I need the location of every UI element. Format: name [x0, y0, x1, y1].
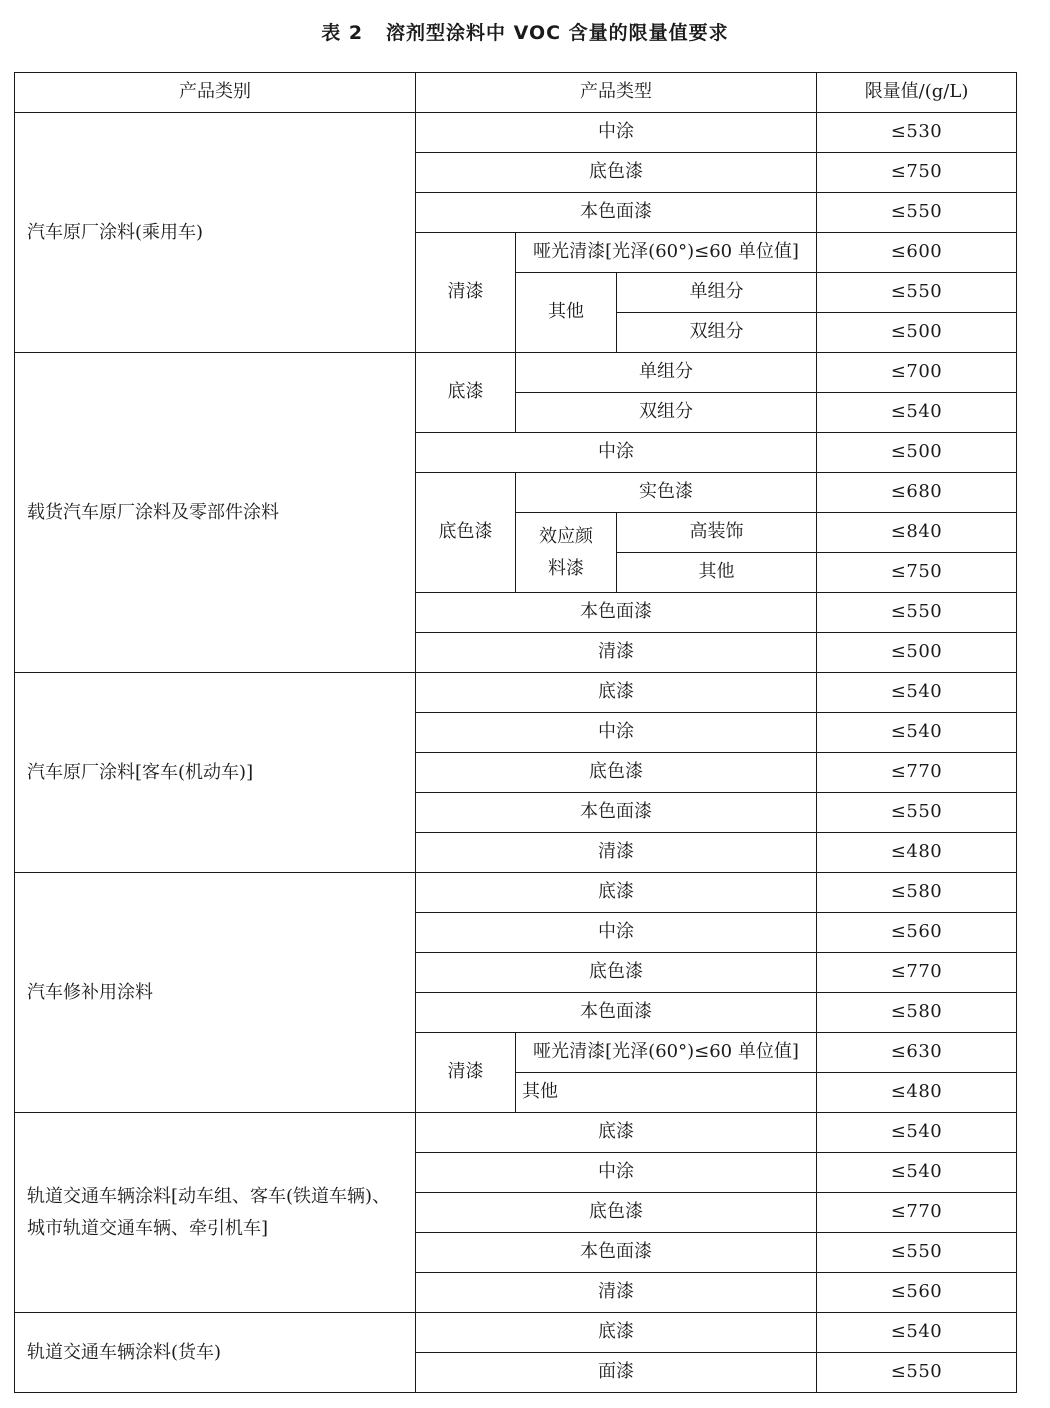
- limit-cell: ≤540: [817, 1313, 1017, 1353]
- type-cell: 其他: [617, 553, 817, 593]
- limit-cell: ≤550: [817, 1233, 1017, 1273]
- limit-cell: ≤580: [817, 873, 1017, 913]
- header-type: 产品类型: [416, 73, 817, 113]
- group-cell: 清漆: [416, 1033, 516, 1113]
- type-cell: 单组分: [617, 273, 817, 313]
- limit-cell: ≤540: [817, 1113, 1017, 1153]
- limit-cell: ≤550: [817, 793, 1017, 833]
- limit-cell: ≤770: [817, 753, 1017, 793]
- type-cell: 哑光清漆[光泽(60°)≤60 单位值]: [516, 233, 817, 273]
- limit-cell: ≤630: [817, 1033, 1017, 1073]
- type-cell: 中涂: [416, 433, 817, 473]
- table-row: [15, 1113, 1017, 1153]
- limit-cell: ≤750: [817, 153, 1017, 193]
- limit-cell: ≤540: [817, 393, 1017, 433]
- limit-cell: ≤550: [817, 593, 1017, 633]
- type-cell: 底色漆: [416, 1193, 817, 1233]
- type-cell: 单组分: [516, 353, 817, 393]
- type-cell: 清漆: [416, 1273, 817, 1313]
- category-cell: 载货汽车原厂涂料及零部件涂料: [15, 353, 416, 673]
- limit-cell: ≤500: [817, 633, 1017, 673]
- type-cell: 底漆: [416, 873, 817, 913]
- group-cell: 清漆: [416, 233, 516, 353]
- type-cell: 本色面漆: [416, 1233, 817, 1273]
- type-cell: 双组分: [617, 313, 817, 353]
- category-cell: 汽车原厂涂料(乘用车): [15, 113, 416, 353]
- type-cell: 底漆: [416, 673, 817, 713]
- group-cell: 底色漆: [416, 473, 516, 593]
- limit-cell: ≤560: [817, 913, 1017, 953]
- limit-cell: ≤770: [817, 1193, 1017, 1233]
- type-cell: 中涂: [416, 913, 817, 953]
- limit-cell: ≤540: [817, 673, 1017, 713]
- limit-cell: ≤480: [817, 833, 1017, 873]
- limit-cell: ≤600: [817, 233, 1017, 273]
- type-cell: 本色面漆: [416, 793, 817, 833]
- limit-cell: ≤540: [817, 1153, 1017, 1193]
- limit-cell: ≤560: [817, 1273, 1017, 1313]
- type-cell: 底漆: [416, 1313, 817, 1353]
- header-row: [15, 73, 1017, 113]
- category-cell: 汽车原厂涂料[客车(机动车)]: [15, 673, 416, 873]
- limit-cell: ≤540: [817, 713, 1017, 753]
- type-cell: 本色面漆: [416, 593, 817, 633]
- subgroup-cell: 其他: [516, 273, 617, 353]
- type-cell: 中涂: [416, 713, 817, 753]
- type-cell: 清漆: [416, 633, 817, 673]
- limit-cell: ≤550: [817, 273, 1017, 313]
- limit-cell: ≤770: [817, 953, 1017, 993]
- type-cell: 本色面漆: [416, 193, 817, 233]
- limit-cell: ≤500: [817, 433, 1017, 473]
- type-cell: 中涂: [416, 1153, 817, 1193]
- table-row: [15, 873, 1017, 913]
- category-cell: 汽车修补用涂料: [15, 873, 416, 1113]
- limit-cell: ≤700: [817, 353, 1017, 393]
- limit-cell: ≤530: [817, 113, 1017, 153]
- header-limit: 限量值/(g/L): [817, 73, 1017, 113]
- limit-cell: ≤750: [817, 553, 1017, 593]
- type-cell: 底色漆: [416, 153, 817, 193]
- limit-cell: ≤500: [817, 313, 1017, 353]
- table-row: [15, 673, 1017, 713]
- table-row: [15, 113, 1017, 153]
- limit-cell: ≤480: [817, 1073, 1017, 1113]
- type-cell: 双组分: [516, 393, 817, 433]
- type-cell: 实色漆: [516, 473, 817, 513]
- table-row: [15, 1313, 1017, 1353]
- table-row: [15, 353, 1017, 393]
- type-cell: 中涂: [416, 113, 817, 153]
- limit-cell: ≤680: [817, 473, 1017, 513]
- type-cell: 哑光清漆[光泽(60°)≤60 单位值]: [516, 1033, 817, 1073]
- category-cell: 轨道交通车辆涂料(货车): [15, 1313, 416, 1393]
- limit-cell: ≤580: [817, 993, 1017, 1033]
- table-title: 表 2 溶剂型涂料中 VOC 含量的限量值要求: [321, 22, 729, 44]
- limit-cell: ≤550: [817, 1353, 1017, 1393]
- type-cell: 清漆: [416, 833, 817, 873]
- limit-cell: ≤840: [817, 513, 1017, 553]
- group-cell: 底漆: [416, 353, 516, 433]
- type-cell: 底色漆: [416, 753, 817, 793]
- type-cell: 底色漆: [416, 953, 817, 993]
- category-cell: 轨道交通车辆涂料[动车组、客车(铁道车辆)、城市轨道交通车辆、牵引机车]: [15, 1113, 416, 1313]
- type-cell: 高装饰: [617, 513, 817, 553]
- type-cell: 本色面漆: [416, 993, 817, 1033]
- voc-limit-table: [14, 72, 1017, 1393]
- subgroup-cell: 效应颜料漆: [516, 513, 617, 593]
- type-cell: 底漆: [416, 1113, 817, 1153]
- type-cell: 其他: [516, 1073, 817, 1113]
- type-cell: 面漆: [416, 1353, 817, 1393]
- header-category: 产品类别: [15, 73, 416, 113]
- limit-cell: ≤550: [817, 193, 1017, 233]
